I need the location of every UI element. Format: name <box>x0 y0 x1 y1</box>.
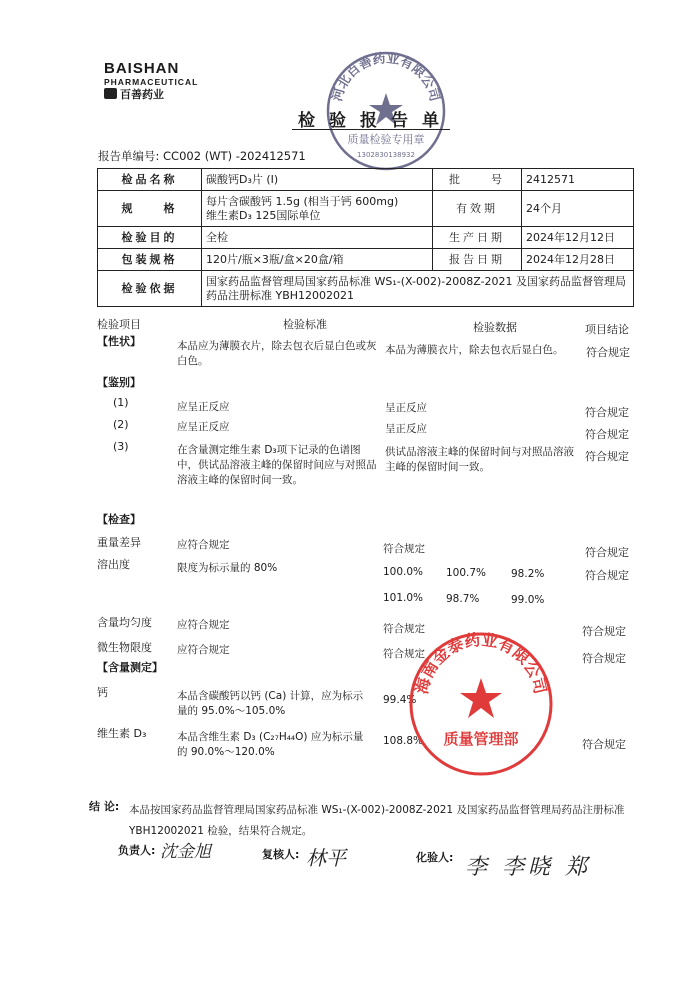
company-logo-subtitle: PHARMACEUTICAL <box>104 77 199 87</box>
dissolution-value: 100.7% <box>446 567 487 579</box>
uniformity-result: 符合规定 <box>582 625 626 638</box>
spec-line-1: 每片含碳酸钙 1.5g (相当于钙 600mg) <box>206 194 399 208</box>
weight-standard: 应符合规定 <box>177 539 230 551</box>
seal-center-text: 质量管理部 <box>443 730 519 748</box>
identify-1-no: (1) <box>113 396 129 409</box>
traits-result: 符合规定 <box>586 346 630 359</box>
page-title: 检验报告单 <box>298 111 453 131</box>
conclusion-text: 本品按国家药品监督管理局国家药品标准 WS₁-(X-002)-2008Z-2021 及国家药品监督管理局药品注册标准 YBH12002021 检验，结果符合规定。 <box>129 804 625 837</box>
star-icon <box>460 678 502 718</box>
batch-label: 批 号 <box>433 169 522 191</box>
traits-standard: 本品应为薄膜衣片，除去包衣后显白色或灰白色。 <box>177 340 377 367</box>
section-traits: 【性状】 <box>97 335 141 348</box>
report-number: 报告单编号: CC002 (WT) -202412571 <box>98 149 306 163</box>
identify-3-data: 供试品溶液主峰的保留时间与对照品溶液主峰的保留时间一致。 <box>385 446 574 473</box>
vitd-data: 108.8% <box>383 735 424 747</box>
dissolution-value: 99.0% <box>511 594 545 606</box>
validity-value: 24个月 <box>522 191 634 227</box>
section-assay: 【含量测定】 <box>97 661 163 674</box>
vitd-label: 维生素 D₃ <box>97 727 147 740</box>
section-check: 【检查】 <box>97 513 141 526</box>
traits-data: 本品为薄膜衣片，除去包衣后显白色。 <box>385 344 564 356</box>
package-value: 120片/瓶×3瓶/盒×20盒/箱 <box>202 249 433 271</box>
conclusion-label: 结 论: <box>89 800 120 813</box>
column-header-item: 检验项目 <box>97 318 141 331</box>
company-logo-cn: 百善药业 <box>120 88 164 101</box>
dissolution-result: 符合规定 <box>585 569 629 582</box>
quality-department-seal <box>405 628 557 780</box>
dissolution-value: 98.2% <box>511 568 545 580</box>
vitd-standard: 本品含维生素 D₃ (C₂₇H₄₄O) 应为标示量的 90.0%～120.0% <box>177 731 364 758</box>
dissolution-label: 溶出度 <box>97 558 130 571</box>
reviewer-label: 复核人: <box>262 848 300 861</box>
seal-ring-text: 河北百善药业有限公司 <box>330 51 442 104</box>
batch-value: 2412571 <box>522 169 634 191</box>
column-header-standard: 检验标准 <box>283 318 327 331</box>
mfg-date-label: 生产日期 <box>433 227 522 249</box>
identify-1-standard: 应呈正反应 <box>177 401 230 413</box>
weight-data: 符合规定 <box>383 543 425 555</box>
weight-label: 重量差异 <box>97 536 141 549</box>
company-logo-name: BAISHAN <box>104 60 180 77</box>
weight-result: 符合规定 <box>585 546 629 559</box>
validity-label: 有效期 <box>433 191 522 227</box>
report-date-label: 报告日期 <box>433 249 522 271</box>
identify-2-data: 呈正反应 <box>385 423 427 435</box>
product-name-label: 检品名称 <box>98 169 202 191</box>
spec-line-2: 维生素D₃ 125国际单位 <box>206 208 321 222</box>
seal-serial: 1302830138932 <box>357 151 415 159</box>
identify-2-result: 符合规定 <box>585 428 629 441</box>
mfg-date-value: 2024年12月12日 <box>522 227 634 249</box>
dissolution-value: 101.0% <box>383 592 424 604</box>
identify-1-data: 呈正反应 <box>385 402 427 414</box>
package-label: 包装规格 <box>98 249 202 271</box>
responsible-signature: 沈金旭 <box>160 842 211 862</box>
spec-label: 规 格 <box>98 191 202 227</box>
dissolution-value: 98.7% <box>446 593 480 605</box>
microbe-label: 微生物限度 <box>97 641 152 654</box>
purpose-value: 全检 <box>202 227 433 249</box>
section-identify: 【鉴别】 <box>97 376 141 389</box>
spec-value <box>202 191 433 227</box>
purpose-label: 检验目的 <box>98 227 202 249</box>
identify-3-no: (3) <box>113 440 129 453</box>
calcium-standard: 本品含碳酸钙以钙 (Ca) 计算，应为标示量的 95.0%～105.0% <box>177 690 364 717</box>
uniformity-label: 含量均匀度 <box>97 616 152 629</box>
seal-ring-text: 海南金泰药业有限公司 <box>412 630 550 696</box>
basis-value: 国家药品监督管理局国家药品标准 WS₁-(X-002)-2008Z-2021 及国家药品监督管理局药品注册标准 YBH12002021 <box>202 271 634 307</box>
microbe-data: 符合规定 <box>383 648 425 660</box>
dissolution-value: 100.0% <box>383 566 424 578</box>
uniformity-data: 符合规定 <box>383 623 425 635</box>
identify-3-result: 符合规定 <box>585 450 629 463</box>
identify-3-standard: 在含量测定维生素 D₃项下记录的色谱图中，供试品溶液主峰的保留时间应与对照品溶液主峰的保留时间一致。 <box>177 444 377 486</box>
column-header-conclusion: 项目结论 <box>585 323 629 336</box>
vitd-result: 符合规定 <box>582 738 626 751</box>
dissolution-standard: 限度为标示量的 80% <box>177 562 278 574</box>
basis-label: 检验依据 <box>98 271 202 307</box>
calcium-data: 99.4% <box>383 694 417 706</box>
report-date-value: 2024年12月28日 <box>522 249 634 271</box>
identify-1-result: 符合规定 <box>585 406 629 419</box>
identify-2-standard: 应呈正反应 <box>177 421 230 433</box>
title-underline <box>292 129 450 130</box>
identify-2-no: (2) <box>113 418 129 431</box>
company-logo-mark <box>104 88 117 99</box>
product-name: 碳酸钙D₃片 (Ⅰ) <box>202 169 433 191</box>
tester-signature: 李 李晓 郑 <box>465 855 591 880</box>
tester-label: 化验人: <box>416 851 454 864</box>
microbe-result: 符合规定 <box>582 652 626 665</box>
responsible-label: 负责人: <box>118 844 156 857</box>
seal-center-text: 质量检验专用章 <box>347 133 425 146</box>
microbe-standard: 应符合规定 <box>177 644 230 656</box>
info-table <box>97 168 634 307</box>
uniformity-standard: 应符合规定 <box>177 619 230 631</box>
column-header-data: 检验数据 <box>473 321 517 334</box>
reviewer-signature: 林平 <box>306 846 346 870</box>
calcium-label: 钙 <box>97 686 108 699</box>
